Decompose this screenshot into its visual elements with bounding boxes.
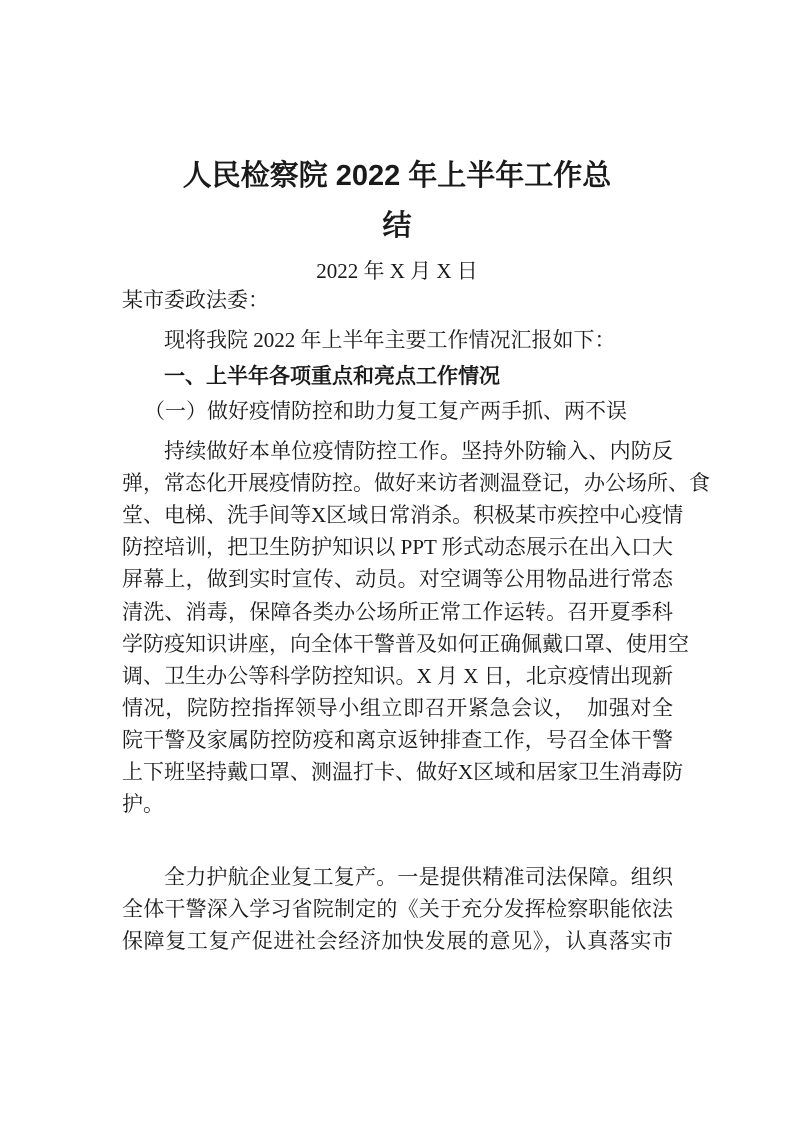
paragraph-line: 清洗、消毒，保障各类办公场所正常工作运转。召开夏季科 [122,599,673,624]
paragraph-line: 屏幕上，做到实时宣传、动员。对空调等公用物品进行常态 [122,567,673,592]
paragraph-line: 护。 [122,792,164,817]
paragraph-line: 保障复工复产促进社会经济加快发展的意见》，认真落实市 [122,929,673,954]
paragraph-line: 持续做好本单位疫情防控工作。坚持外防输入、内防反 [164,439,673,463]
intro-text: 现将我院 2022 年上半年主要工作情况汇报如下： [164,328,616,352]
paragraph-line: 学防疫知识讲座，向全体干警普及如何正确佩戴口罩、使用空 [122,631,689,656]
document-title-line-2: 结 [382,210,412,242]
addressee: 某市委政法委： [122,288,269,312]
paragraph-line: 全力护航企业复工复产。一是提供精准司法保障。组织 [164,865,673,889]
section-heading: 一、上半年各项重点和亮点工作情况 [164,365,500,388]
paragraph-line: 院干警及家属防控防疫和离京返钟排查工作，号召全体干警 [122,727,673,752]
subsection-heading: （一）做好疫情防控和助力复工复产两手抓、两不误 [144,399,627,423]
paragraph-line: 堂、电梯、洗手间等X区域日常消杀。积极某市疾控中心疫情 [122,503,684,528]
document-date: 2022 年 X 月 X 日 [316,259,478,283]
paragraph-line: 情况，院防控指挥领导小组立即召开紧急会议， 加强对全 [122,695,673,720]
paragraph-line: 弹，常态化开展疫情防控。做好来访者测温登记，办公场所、食 [122,471,710,496]
paragraph-line: 防控培训，把卫生防护知识以 PPT 形式动态展示在出入口大 [122,535,673,560]
paragraph-line: 调、卫生办公等科学防控知识。X 月 X 日，北京疫情出现新 [122,663,673,688]
document-title-line-1: 人民检察院 2022 年上半年工作总 [182,160,612,192]
paragraph-line: 全体干警深入学习省院制定的《关于充分发挥检察职能依法 [122,897,673,922]
paragraph-line: 上下班坚持戴口罩、测温打卡、做好X区域和居家卫生消毒防 [122,760,684,784]
